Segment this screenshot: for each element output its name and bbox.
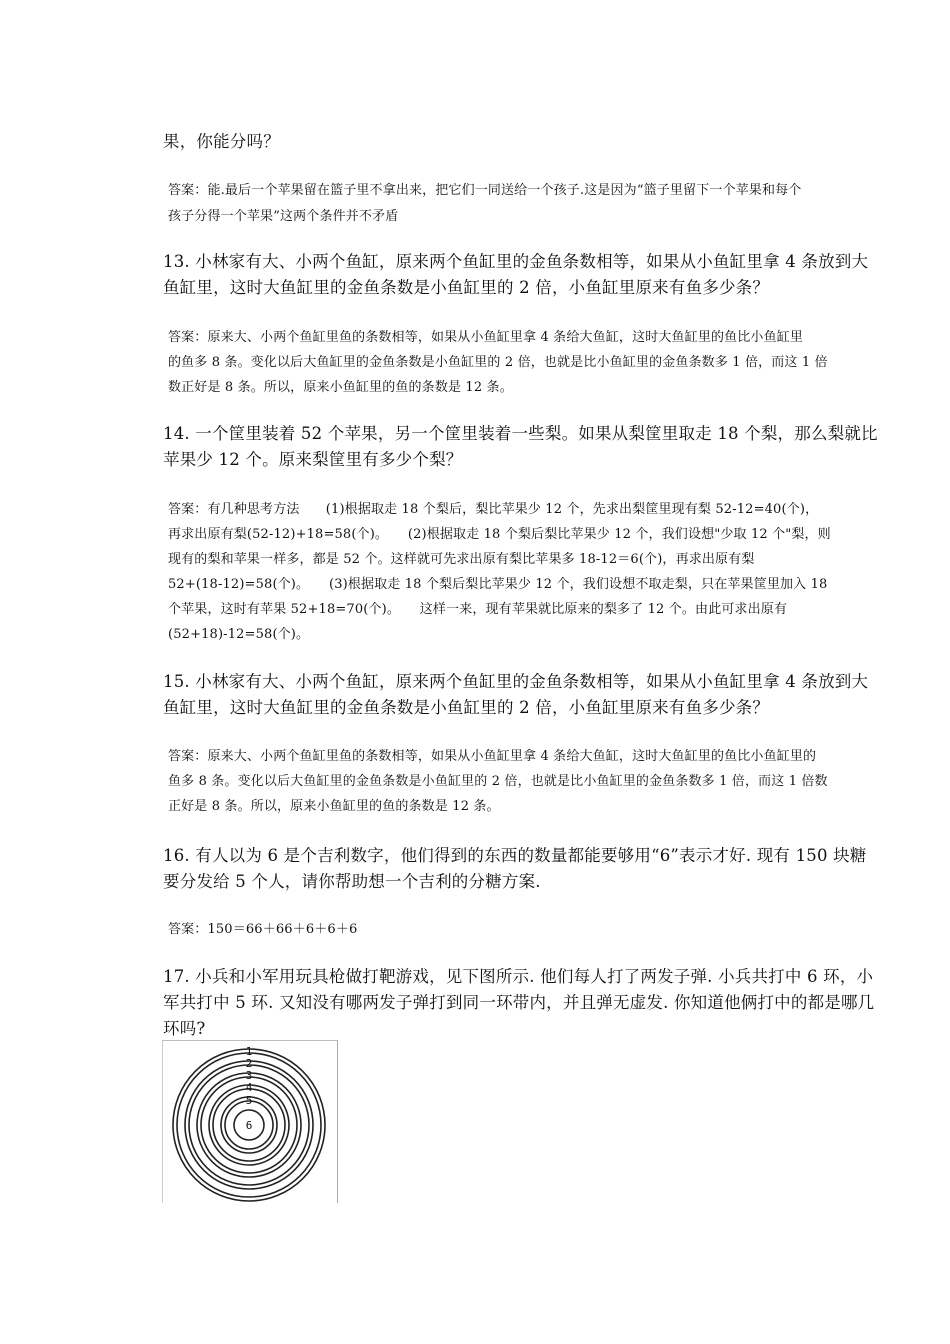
answer-13-line: 数正好是 8 条。所以，原来小鱼缸里的鱼的条数是 12 条。	[168, 380, 513, 395]
target-figure	[162, 1040, 338, 1203]
question-15-line: 鱼缸里，这时大鱼缸里的金鱼条数是小鱼缸里的 2 倍，小鱼缸里原来有鱼多少条？	[163, 698, 770, 717]
ring-label-6: 6	[245, 1119, 253, 1132]
answer-14-line: 答案：有几种思考方法 (1)根据取走 18 个梨后，梨比苹果少 12 个，先求出梨筐里现有梨 52-12=40(个)，	[168, 502, 819, 517]
answer-15-line: 答案：原来大、小两个鱼缸里鱼的条数相等，如果从小鱼缸里拿 4 条给大鱼缸，这时大鱼缸里的鱼比小鱼缸里的	[168, 749, 817, 764]
question-17-line: 17. 小兵和小军用玩具枪做打靶游戏，见下图所示. 他们每人打了两发子弹. 小兵共打中 6 环，小	[163, 967, 874, 986]
ring-label-2: 2	[245, 1057, 253, 1070]
question-15-line: 15. 小林家有大、小两个鱼缸，原来两个鱼缸里的金鱼条数相等，如果从小鱼缸里拿 4 条放到大	[163, 672, 869, 691]
answer-14-line: 个苹果，这时有苹果 52+18=70(个)。 这样一来，现有苹果就比原来的梨多了 12 个。由此可求出原有	[168, 602, 788, 617]
ring-label-1: 1	[245, 1045, 253, 1058]
question-16-line: 16. 有人以为 6 是个吉利数字，他们得到的东西的数量都能要够用“6”表示才好. 现有 150 块糖	[163, 846, 867, 865]
ring-label-4: 4	[245, 1081, 253, 1094]
answer-15-line: 鱼多 8 条。变化以后大鱼缸里的金鱼条数是小鱼缸里的 2 倍，也就是比小鱼缸里的金鱼条数多 1 倍，而这 1 倍数	[168, 774, 828, 789]
question-14-line: 14. 一个筐里装着 52 个苹果，另一个筐里装着一些梨。如果从梨筐里取走 18 个梨，那么梨就比	[163, 424, 878, 443]
answer-14-line: 52+(18-12)=58(个)。 (3)根据取走 18 个梨后梨比苹果少 12 个，我们设想不取走梨，只在苹果筐里加入 18	[168, 577, 828, 592]
answer-15-line: 正好是 8 条。所以，原来小鱼缸里的鱼的条数是 12 条。	[168, 799, 500, 814]
answer-13-line: 的鱼多 8 条。变化以后大鱼缸里的金鱼条数是小鱼缸里的 2 倍，也就是比小鱼缸里的金鱼条数多 1 倍，而这 1 倍	[168, 355, 828, 370]
question-14-line: 苹果少 12 个。原来梨筐里有多少个梨？	[163, 450, 463, 469]
answer-12-line: 答案：能.最后一个苹果留在篮子里不拿出来，把它们一同送给一个孩子.这是因为“篮子里留下一个苹果和每个	[168, 183, 802, 198]
question-17-line: 环吗?	[163, 1019, 206, 1038]
target-rings-svg	[163, 1041, 337, 1203]
ring-label-3: 3	[245, 1069, 253, 1082]
question-13-line: 鱼缸里，这时大鱼缸里的金鱼条数是小鱼缸里的 2 倍，小鱼缸里原来有鱼多少条？	[163, 278, 770, 297]
answer-12-line: 孩子分得一个苹果”这两个条件并不矛盾	[168, 209, 399, 224]
answer-16-line: 答案：150＝66＋66＋6＋6＋6	[168, 922, 358, 937]
answer-13-line: 答案：原来大、小两个鱼缸里鱼的条数相等，如果从小鱼缸里拿 4 条给大鱼缸，这时大鱼缸里的鱼比小鱼缸里	[168, 330, 804, 345]
text-line: 果，你能分吗？	[163, 132, 280, 151]
answer-14-line: 现有的梨和苹果一样多，都是 52 个。这样就可先求出原有梨比苹果多 18-12＝6(个)，再求出原有梨	[168, 552, 755, 567]
question-13-line: 13. 小林家有大、小两个鱼缸，原来两个鱼缸里的金鱼条数相等，如果从小鱼缸里拿 4 条放到大	[163, 252, 869, 271]
question-16-line: 要分发给 5 个人，请你帮助想一个吉利的分糖方案.	[163, 872, 541, 891]
ring-label-5: 5	[245, 1094, 253, 1107]
answer-14-line: (52+18)-12=58(个)。	[168, 627, 310, 642]
question-17-line: 军共打中 5 环. 又知没有哪两发子弹打到同一环带内，并且弹无虚发. 你知道他俩打中的都是哪几	[163, 993, 875, 1012]
answer-14-line: 再求出原有梨(52-12)+18=58(个)。 (2)根据取走 18 个梨后梨比苹果少 12 个，我们设想"少取 12 个"梨，则	[168, 527, 831, 542]
